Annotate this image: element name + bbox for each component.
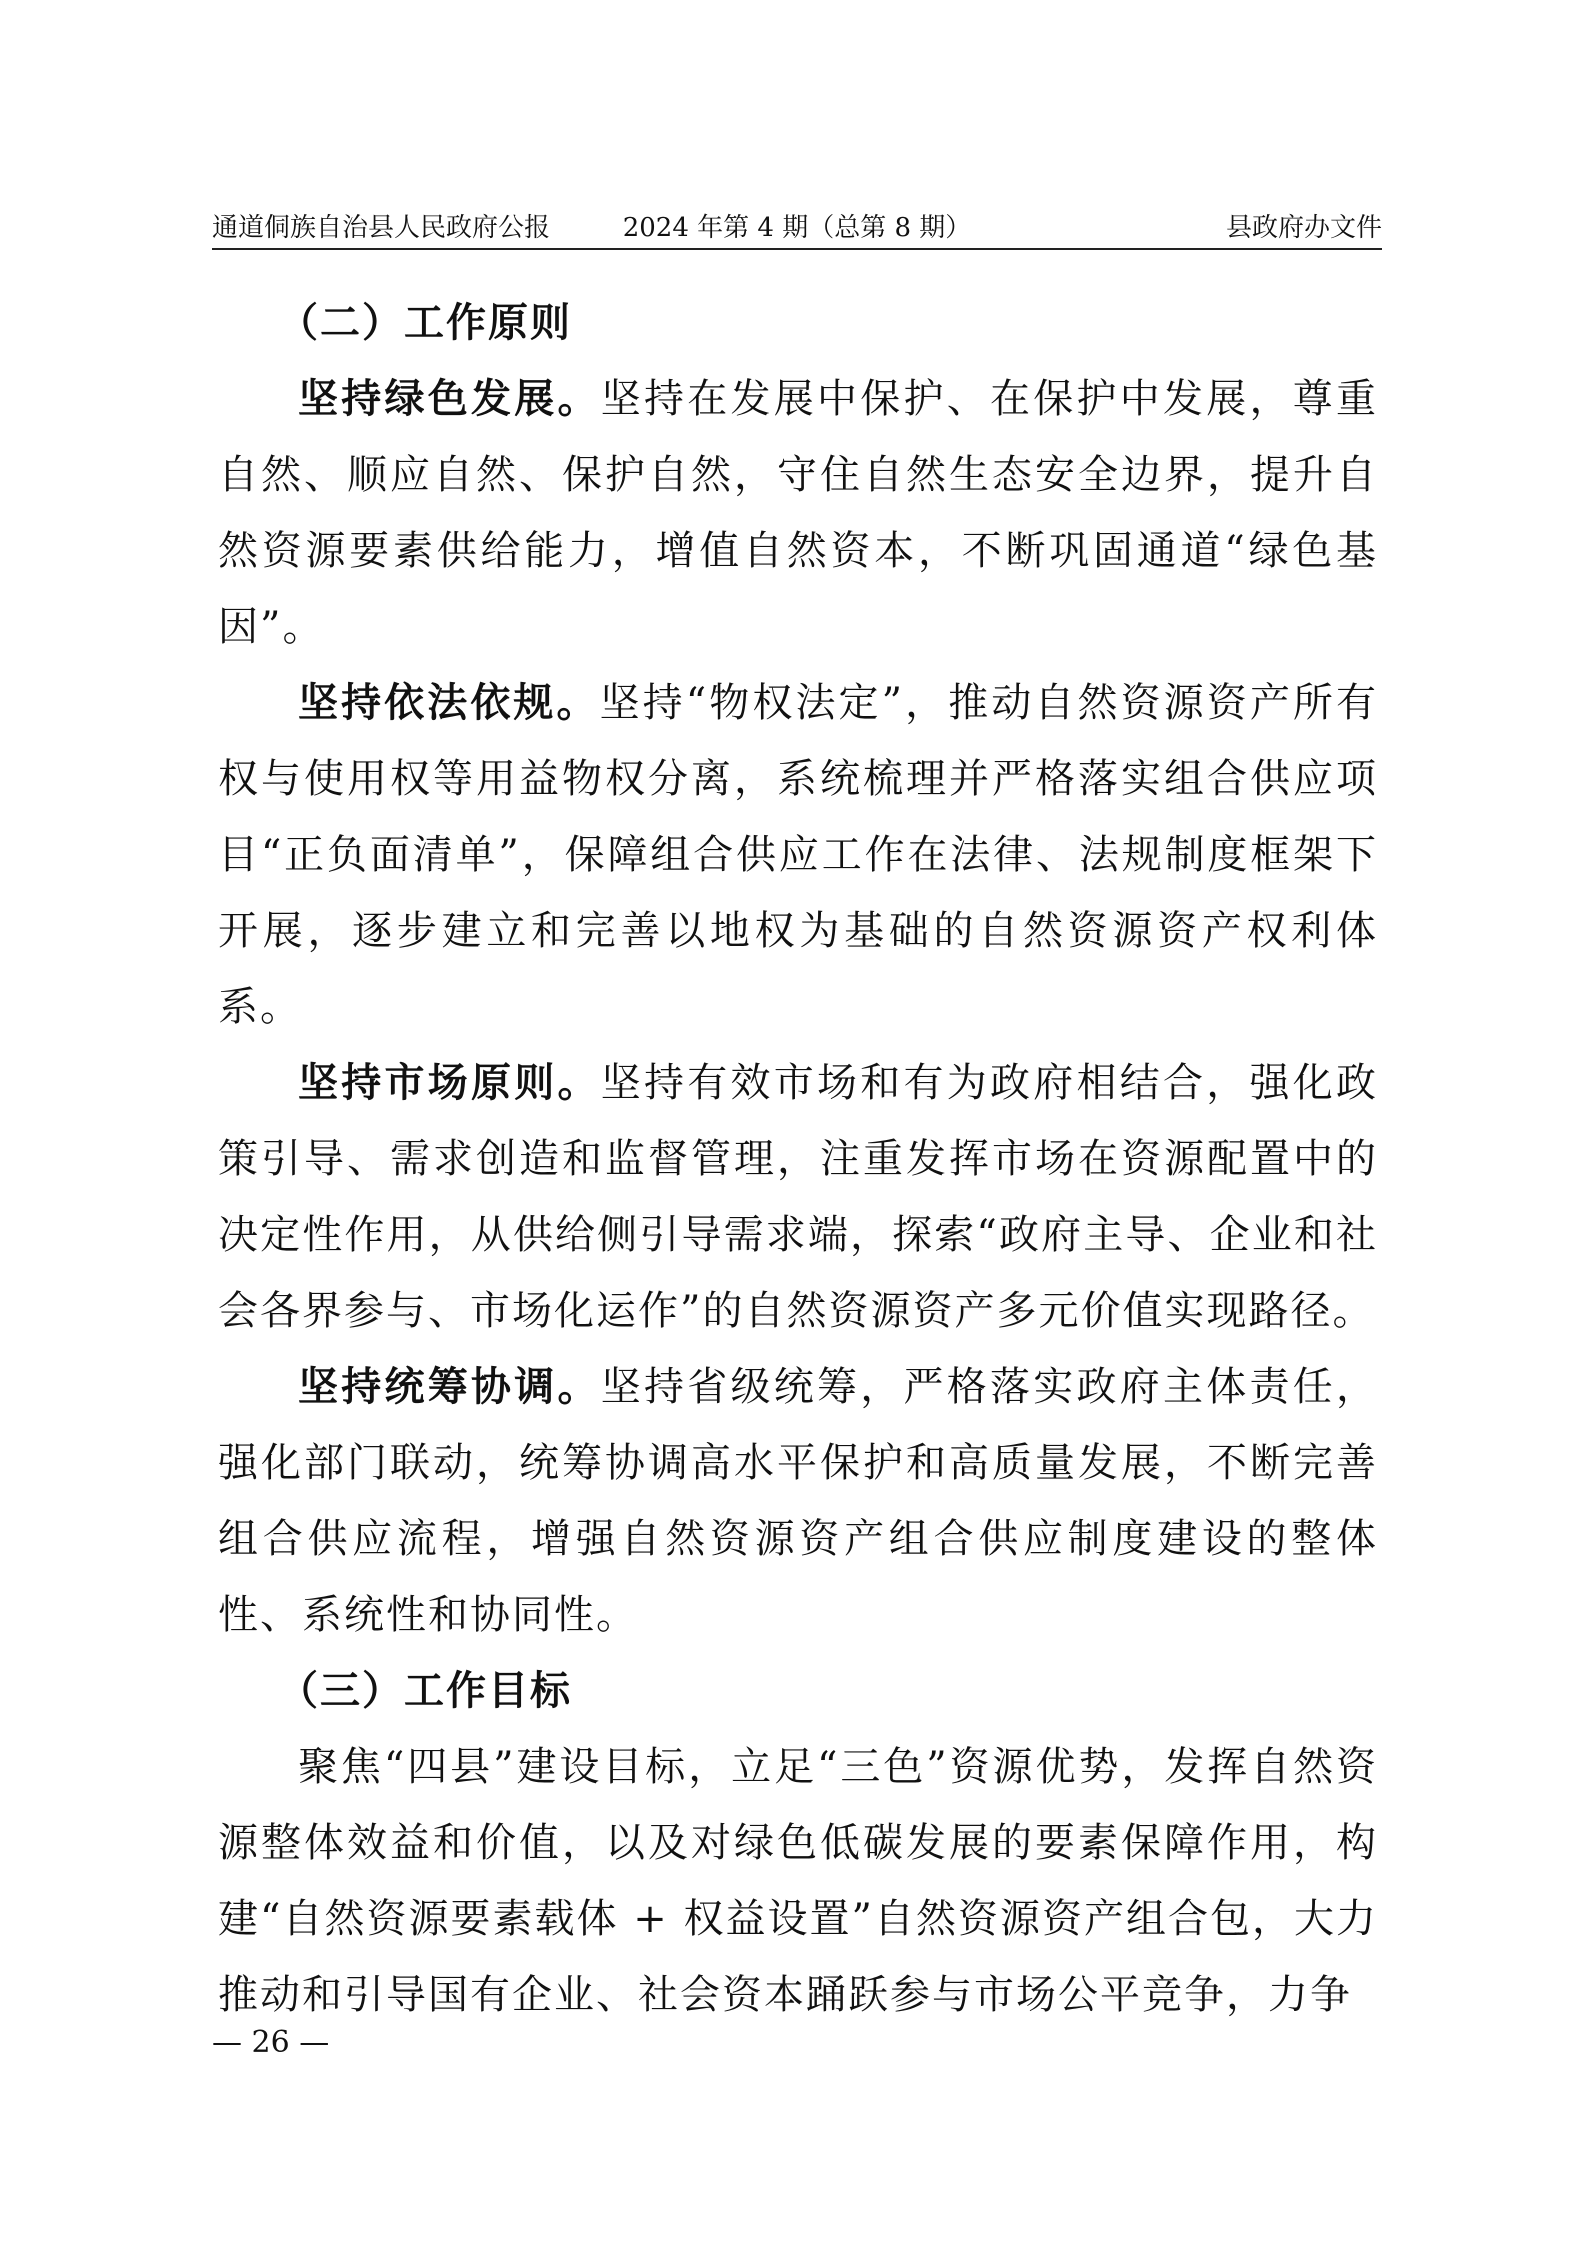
paragraph-coordination [218,1349,1378,1653]
paragraph-text: 坚持有效市场和有为政府相结合，强化政策引导、需求创造和监督管理，注重发挥市场在资源配置中的决定性作用，从供给侧引导需求端，探索“政府主导、企业和社会各界参与、市场化运作”的自然资源资产多元价值实现路径。 [218,1060,1378,1334]
paragraph-lead: 坚持统筹协调。 [298,1363,601,1410]
paragraph-market-principle [218,1045,1378,1349]
header-publication: 通道侗族自治县人民政府公报 [212,213,551,243]
page-header [212,208,1382,250]
page-number: — 26 — [212,2025,330,2060]
header-category: 县政府办文件 [1225,213,1382,243]
paragraph-text: 坚持“物权法定”，推动自然资源资产所有权与使用权等用益物权分离，系统梳理并严格落实组合供应项目“正负面清单”，保障组合供应工作在法律、法规制度框架下开展，逐步建立和完善以地权为基础的自然资源资产权利体系。 [218,680,1378,1030]
section-heading-principles: （二）工作原则 [278,299,572,346]
paragraph-lead: 坚持依法依规。 [298,679,600,726]
paragraph-lead: 坚持绿色发展。 [298,375,601,422]
header-issue: 2024 年第 4 期（总第 8 期） [622,213,972,243]
paragraph-legal-compliance [218,665,1378,1045]
paragraph-text: 坚持在发展中保护、在保护中发展，尊重自然、顺应自然、保护自然，守住自然生态安全边界，提升自然资源要素供给能力，增值自然资本，不断巩固通道“绿色基因”。 [218,376,1378,650]
paragraph-lead: 坚持市场原则。 [298,1059,601,1106]
paragraph-text: 坚持省级统筹，严格落实政府主体责任，强化部门联动，统筹协调高水平保护和高质量发展，不断完善组合供应流程，增强自然资源资产组合供应制度建设的整体性、系统性和协同性。 [218,1364,1378,1638]
section-heading-goals: （三）工作目标 [278,1667,572,1714]
paragraph-green-development [218,361,1378,665]
paragraph-goals: 聚焦“四县”建设目标，立足“三色”资源优势，发挥自然资源整体效益和价值，以及对绿色低碳发展的要素保障作用，构建“自然资源要素载体 + 权益设置”自然资源资产组合包，大力推动和引导国有企业、社会资本踊跃参与市场公平竞争，力争 [218,1744,1378,2018]
document-body [218,285,1378,2033]
